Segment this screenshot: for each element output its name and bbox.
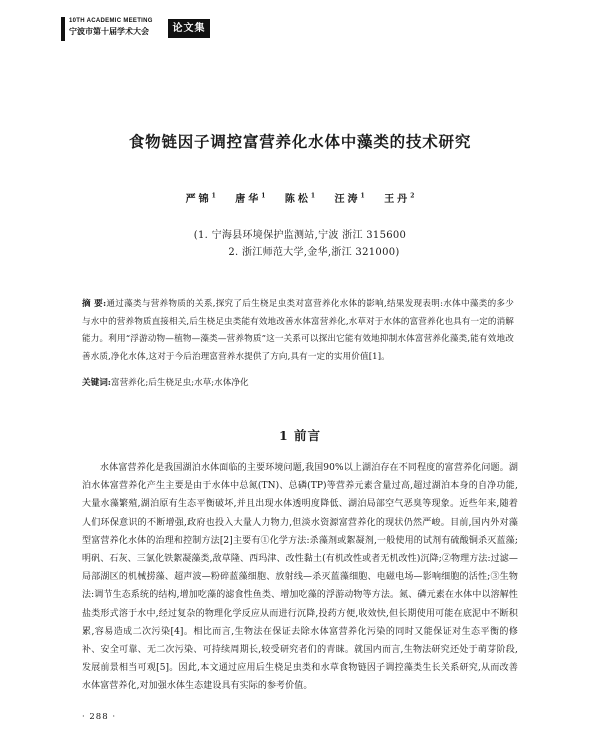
section-heading: 1 前言 <box>278 428 322 443</box>
author: 唐华$^1$ <box>235 192 266 205</box>
body-paragraph: 水体富营养化是我国湖泊水体面临的主要环境问题,我国90%以上湖泊存在不同程度的富营养化问题。湖泊水体富营养化产生主要是由于水体中总氮(TN)、总磷(TP)等营养元素含量过高,超过湖泊本身的自净功能,大量水藻繁殖,湖泊原有生态平衡破坏,并且出现水体透明度降低、湖泊局部空气恶臭等现象。近些年来,随着人们环保意识的不断增强,政府也投入大量人力物力,但淡水资源富营养化的现状仍然严峻。目前,国内外对藻型富营养化水体的治理和控制方法[2]主要有①化学方法:杀藻剂或絮凝剂,一般使用的试剂有硫酸铜杀灭蓝藻;明矾、石灰、三氯化铁絮凝藻类,敌草隆、西玛津、改性黏土(有机改性或者无机改性)沉降;②物理方法:过滤—局部湖区的机械捞藻、超声波—粉碎蓝藻细胞、放射线—杀灭蓝藻细胞、电磁电场—影响细胞的活性;③生物法:调节生态系统的结构,增加吃藻的滤食性鱼类、增加吃藻的浮游动物等方法。氮、磷元素在水体中以溶解性盐类形式溶于水中,经过复杂的物理化学反应从而进行沉降,投药方便,收效快,但长期使用可能在底泥中不断积累,容易造成二次污染[4]。相比而言,生物法在保证去除水体富营养化污染的同时又能保证对生态平衡的修补、安全可靠、无二次污染、可持续周期长,较受研究者们的青睐。就国内而言,生物法研究还处于萌芽阶段,发展前景相当可观[5]。因此,本文通过应用后生桡足虫类和水草食物链因子调控藻类生长关系研究,从而改善水体富营养化,对加强水体生态建设具有实际的参考价值。 <box>82 463 518 692</box>
affiliation-2: 2. 浙江师范大学,金华,浙江 321000) <box>228 247 400 258</box>
author-list <box>0 190 600 205</box>
keywords <box>82 376 514 388</box>
keywords-text: 富营养化;后生桡足虫;水草;水体净化 <box>110 378 249 388</box>
author: 汪涛$^1$ <box>334 192 365 205</box>
conference-header <box>61 17 211 41</box>
affiliation-1: (1. 宁海县环境保护监测站,宁波 浙江 315600 <box>193 230 407 241</box>
abstract-text: 通过藻类与营养物质的关系,探究了后生桡足虫类对富营养化水体的影响,结果发现表明:水体中藻类的多少与水中的营养物质直接相关,后生桡足虫类能有效地改善水体富营养化,水草对于水体的富营养化也具有一定的消解能力。利用“浮游动物—植物—藻类—营养物质”这一关系可以探出它能有效地抑制水体富营养化藻类,能有效地改善水质,净化水体,这对于今后治理富营养水提供了方向,具有一定的实用价值[1]。 <box>82 299 514 362</box>
abstract-label: 摘 要: <box>82 299 107 309</box>
conference-name-cn: 宁波市第十届学术大会 <box>69 27 149 36</box>
conference-name-en: 10TH ACADEMIC MEETING <box>69 18 153 24</box>
author: 严锦$^1$ <box>185 192 216 205</box>
keywords-label: 关键词: <box>82 378 111 388</box>
header-bar <box>61 17 65 41</box>
section-tag: 论文集 <box>168 19 210 38</box>
author: 王丹$^2$ <box>384 192 415 205</box>
abstract <box>82 296 514 366</box>
author: 陈松$^1$ <box>284 192 316 205</box>
paper-title: 食物链因子调控富营养化水体中藻类的技术研究 <box>128 133 472 151</box>
page-number: · 288 · <box>82 712 117 722</box>
